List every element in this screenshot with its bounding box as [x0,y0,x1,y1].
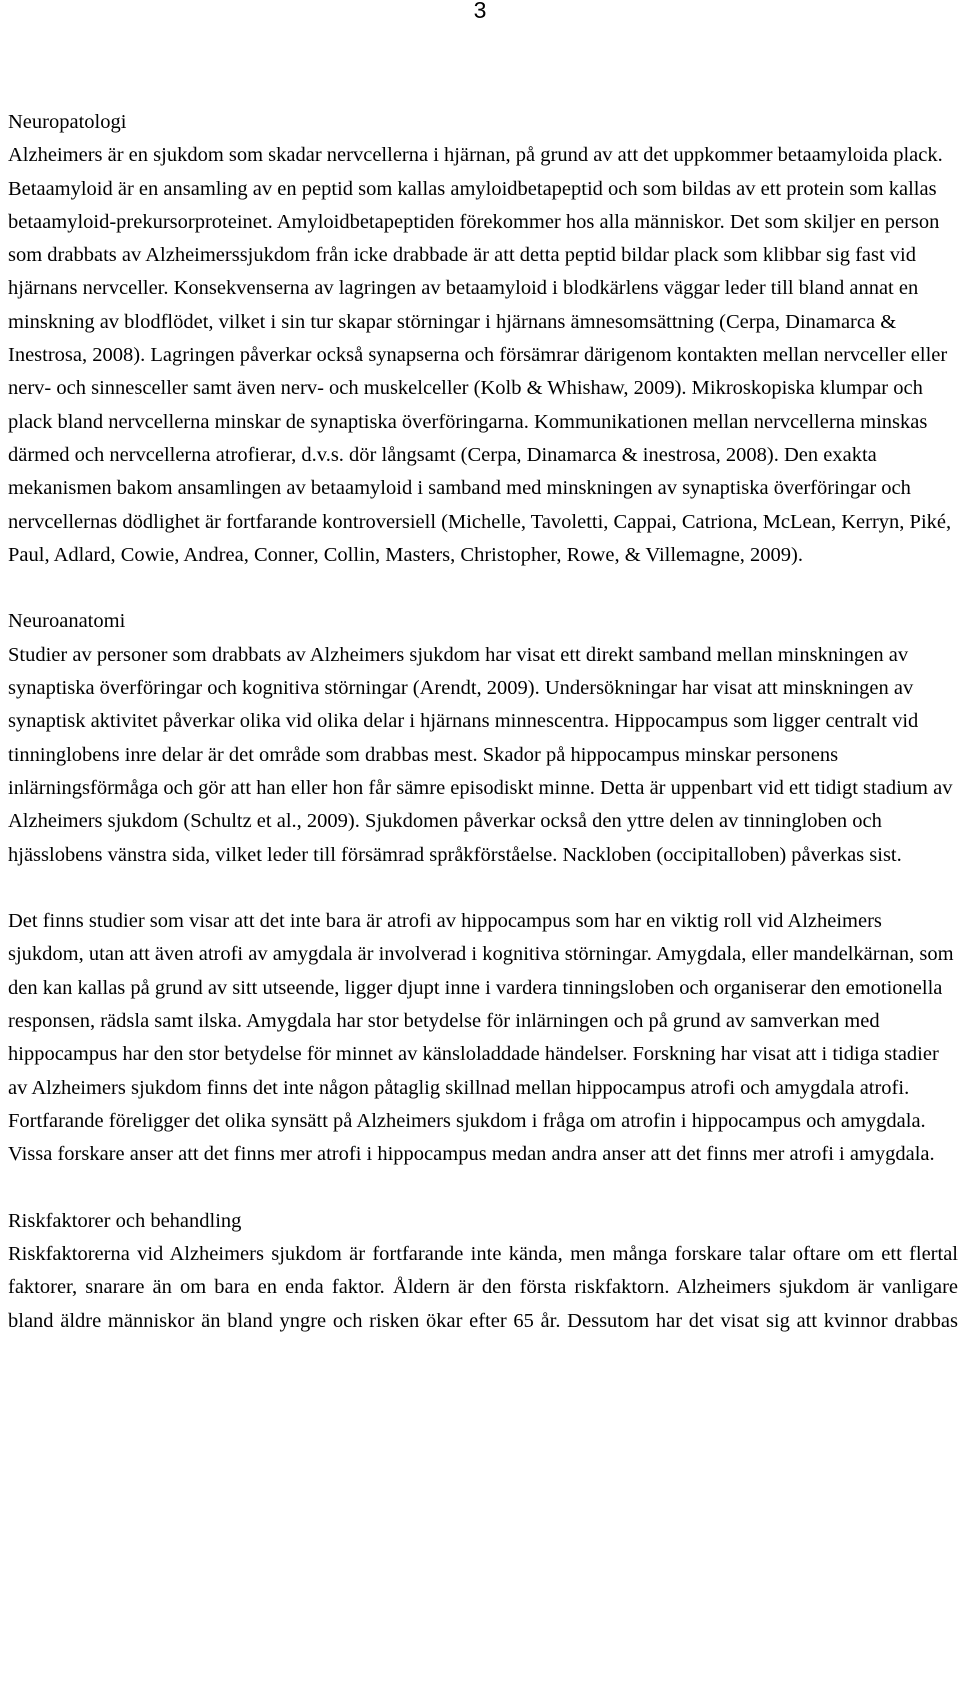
section-riskfaktorer [8,1205,958,1338]
page-number: 3 [473,0,487,23]
paragraph: Riskfaktorerna vid Alzheimers sjukdom är fortfarande inte kända, men många forskare talar oftare om ett flertal faktorer, snarare än om bara en enda faktor. Åldern är den första riskfaktorn. Alzheimers sjukdom är vanligare bland äldre människor än bland yngre och risken ökar efter 65 år. Dessutom har det visat sig att kvinnor drabbas [8,1243,958,1332]
section-neuropatologi [8,106,958,572]
section-heading: Neuropatologi [8,111,127,133]
section-heading: Neuroanatomi [8,610,126,633]
paragraph: Studier av personer som drabbats av Alzheimers sjukdom har visat ett direkt samband mellan minskningen av synaptiska överföringar och kognitiva störningar (Arendt, 2009). Undersökningar har visat att minskningen av synaptisk aktivitet påverkar olika vid olika delar i hjärnans minnescentra. Hippocampus som ligger centralt vid tinninglobens inre delar är det område som drabbas mest. Skador på hippocampus minskar personens inlärningsförmåga och gör att han eller hon får sämre episodiskt minne. Detta är uppenbart vid ett tidigt stadium av Alzheimers sjukdom (Schultz et al., 2009). Sjukdomen påverkar också den yttre delen av tinningloben och hjässlobens vänstra sida, vilket leder till försämrad språkförståelse. Nackloben (occipitalloben) påverkas sist. [8,643,953,866]
section-heading: Riskfaktorer och behandling [8,1209,242,1232]
document-body [8,106,958,1338]
paragraph: Det finns studier som visar att det inte bara är atrofi av hippocampus som har en viktig roll vid Alzheimers sjukdom, utan att även atrofi av amygdala är involverad i kognitiva störningar. Amygdala, eller mandelkärnan, som den kan kallas på grund av sitt utseende, ligger djupt inne i vardera tinningsloben och organiserar den emotionella responsen, rädsla samt ilska. Amygdala har stor betydelse för inlärningen och på grund av samverkan med hippocampus har den stor betydelse för minnet av känsloladdade händelser. Forskning har visat att i tidiga stadier av Alzheimers sjukdom finns det inte någon påtaglig skillnad mellan hippocampus atrofi och amygdala atrofi. Fortfarande föreligger det olika synsätt på Alzheimers sjukdom i fråga om atrofin i hippocampus och amygdala. Vissa forskare anser att det finns mer atrofi i hippocampus medan andra anser att det finns mer atrofi i amygdala. [8,910,954,1166]
paragraph-gap [8,872,958,905]
paragraph-gap [8,572,958,605]
section-neuroanatomi [8,605,958,1171]
paragraph-gap [8,1172,958,1205]
paragraph: Alzheimers är en sjukdom som skadar nervcellerna i hjärnan, på grund av att det uppkommer betaamyloida plack. Betaamyloid är en ansamling av en peptid som kallas amyloidbetapeptid och som bildas av ett protein som kallas betaamyloid-prekursorproteinet. Amyloidbetapeptiden förekommer hos alla människor. Det som skiljer en person som drabbats av Alzheimerssjukdom från icke drabbade är att detta peptid bildar plack som klibbar sig fast vid hjärnans nervceller. Konsekvenserna av lagringen av betaamyloid i blodkärlens väggar leder till bland annat en minskning av blodflödet, vilket i sin tur skapar störningar i hjärnans ämnesomsättning (Cerpa, Dinamarca & Inestrosa, 2008). Lagringen påverkar också synapserna och försämrar därigenom kontakten mellan nervceller eller nerv- och sinnesceller samt även nerv- och muskelceller (Kolb & Whishaw, 2009). Mikroskopiska klumpar och plack bland nervcellerna minskar de synaptiska överföringarna. Kommunikationen mellan nervcellerna minskas därmed och nervcellerna atrofierar, d.v.s. dör långsamt (Cerpa, Dinamarca & inestrosa, 2008). Den exakta mekanismen bakom ansamlingen av betaamyloid i samband med minskningen av synaptiska överföringar och nervcellernas dödlighet är fortfarande kontroversiell (Michelle, Tavoletti, Cappai, Catriona, McLean, Kerryn, Piké, Paul, Adlard, Cowie, Andrea, Conner, Collin, Masters, Christopher, Rowe, & Villemagne, 2009). [8,144,952,566]
